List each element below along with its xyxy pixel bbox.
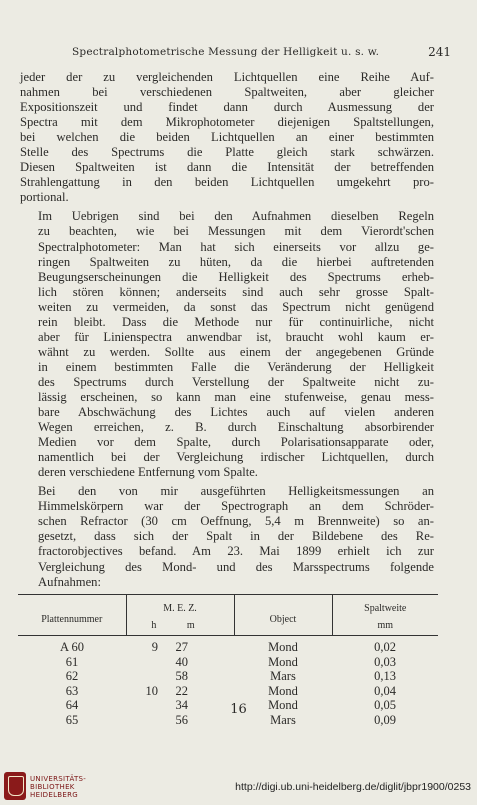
- text-line: bare Abschwächung des Lichtes auch auf vielen anderen: [38, 405, 434, 420]
- footer-bar: [0, 768, 477, 805]
- text-line: schen Refractor (30 cm Oeffnung, 5,4 m Brennweite) so an-: [38, 514, 434, 529]
- text-line: weiten zu vermeiden, da sonst das Spectrum nicht genügend: [38, 299, 434, 314]
- object-cell: Mars: [270, 712, 296, 727]
- text-line: nahmen bei verschiedenen Spaltweiten, aber gleicher: [20, 85, 434, 100]
- table-row: [18, 655, 438, 670]
- paragraph-3: [20, 484, 434, 589]
- text-line: in einem bestimmten Falle die Veränderung der Helligkeit: [38, 359, 434, 374]
- text-line: namentlich bei der Vergleichung irdischer Lichtquellen, durch: [38, 450, 434, 465]
- paragraph-2: [20, 209, 434, 480]
- page-number: 241: [428, 45, 451, 59]
- plate-cell: 65: [65, 712, 79, 727]
- text-line: gesetzt, dass sich der Spalt in der Bildebene des Re-: [38, 529, 434, 544]
- library-name: [30, 775, 86, 800]
- text-line: Himmelskörpern war der Spectrograph an dem Schröder-: [38, 499, 434, 514]
- text-line: rein bleibt. Dass die Methode nur für continuirliche, nicht: [38, 314, 434, 329]
- text-line: deren verschiedene Entfernung vom Spalte.: [38, 465, 258, 480]
- signature-mark: 16: [230, 702, 247, 717]
- plate-header: Plattennummer: [18, 595, 126, 636]
- hour-value: 9: [151, 640, 158, 654]
- text-line: Spectralphotometer: Man hat sich einerseits vor allzu ge-: [38, 239, 434, 254]
- plate-cell: 61: [65, 654, 79, 669]
- slit-cell: 0,02: [374, 640, 396, 654]
- minute-value: 34: [175, 698, 188, 713]
- text-line: Expositionszeit und findet dann durch Ausmessung der: [20, 100, 434, 115]
- text-line: Spectra mit dem Mikrophotometer diejenigen Spaltstellungen,: [20, 115, 434, 130]
- object-cell: Mond: [268, 698, 298, 713]
- text-line: Im Uebrigen sind bei den Aufnahmen dieselben Regeln: [38, 209, 434, 224]
- slit-cell: 0,04: [374, 683, 396, 698]
- hour-value: 10: [145, 683, 158, 698]
- text-line: Diesen Spaltweiten ist dann die Intensität der betreffenden: [20, 160, 434, 175]
- text-line: wähnt zu werden. Sollte aus einem der angegebenen Gründe: [38, 344, 434, 359]
- table-row: [18, 636, 438, 655]
- paragraph-1: [20, 70, 434, 205]
- text-line: Beugungserscheinungen die Helligkeit des Spectrums erheb-: [38, 269, 434, 284]
- object-cell: Mond: [268, 683, 298, 698]
- library-logo-icon: [4, 772, 26, 800]
- text-line: Wegen erreichen, z. B. durch Einschaltung absorbirender: [38, 420, 434, 435]
- object-cell: Mond: [268, 640, 298, 654]
- text-line: bei welchen die beiden Lichtquellen an einer bestimmten: [20, 130, 434, 145]
- text-line: aber für Linienspectra anwendbar ist, braucht wohl kaum er-: [38, 329, 434, 344]
- source-url-link[interactable]: http://digi.ub.uni-heidelberg.de/diglit/jbpr1900/0253: [235, 781, 471, 793]
- slit-cell: 0,05: [374, 698, 396, 713]
- text-line: Bei den von mir ausgeführten Helligkeitsmessungen an: [38, 484, 434, 499]
- minute-value: 56: [175, 712, 188, 727]
- text-line: Strahlengattung in den beiden Lichtquellen umgekehrt pro-: [20, 175, 434, 190]
- text-line: Medien vor dem Spalte, durch Polarisationsapparate oder,: [38, 435, 434, 450]
- object-cell: Mars: [270, 669, 296, 684]
- running-header: [26, 46, 451, 62]
- minute-value: 40: [175, 654, 188, 669]
- plate-cell: 63: [65, 683, 79, 698]
- text-line: jeder der zu vergleichenden Lichtquellen eine Reihe Auf-: [20, 70, 434, 84]
- minute-value: 22: [175, 683, 188, 698]
- text-line: zu beachten, wie bei Messungen mit dem Vierordt'schen: [38, 224, 434, 239]
- body-text: [20, 70, 434, 590]
- slit-header: Spaltweite: [332, 595, 438, 615]
- plate-cell: 64: [65, 698, 79, 713]
- object-header: Object: [234, 595, 332, 636]
- slit-unit-header: mm: [332, 614, 438, 636]
- mez-units-header: h m: [126, 614, 234, 636]
- time-cell: [126, 655, 234, 670]
- mez-header: M. E. Z.: [126, 595, 234, 615]
- text-line: fractorobjectives befand. Am 23. Mai 1899 erhielt ich zur: [38, 544, 434, 559]
- time-cell: [126, 684, 234, 699]
- text-line: Stelle des Spectrums die Platte gleich stark schwärzen.: [20, 145, 434, 160]
- slit-cell: 0,03: [374, 654, 396, 669]
- object-cell: Mond: [268, 654, 298, 669]
- text-line: lich stören können; anderseits sind auch sehr grosse Spalt-: [38, 284, 434, 299]
- running-title: Spectralphotometrische Messung der Helligkeit u. s. w.: [72, 46, 380, 58]
- table-row: [18, 684, 438, 699]
- library-line: BIBLIOTHEK: [30, 783, 75, 792]
- plate-cell: A 60: [60, 640, 84, 654]
- minute-value: 27: [175, 640, 188, 654]
- text-line: des Spectrums durch Verstellung der Spaltweite nicht zu-: [38, 374, 434, 389]
- table-row: [18, 669, 438, 684]
- minute-value: 58: [175, 669, 188, 684]
- text-line: Vergleichung des Mond- und des Marsspectrums folgende: [38, 559, 434, 574]
- text-line: ringen Spaltweiten zu hüten, da die hierbei auftretenden: [38, 254, 434, 269]
- text-line: portional.: [20, 190, 69, 205]
- plate-cell: 62: [65, 669, 79, 684]
- slit-cell: 0,09: [374, 712, 396, 727]
- text-line: lässig erscheinen, so kann man eine stufenweise, genau mess-: [38, 389, 434, 404]
- library-line: HEIDELBERG: [30, 791, 78, 800]
- time-cell: [126, 669, 234, 684]
- text-line: Aufnahmen:: [38, 574, 101, 589]
- library-line: UNIVERSITÄTS-: [30, 775, 87, 783]
- time-cell: [126, 636, 234, 655]
- slit-cell: 0,13: [374, 669, 396, 684]
